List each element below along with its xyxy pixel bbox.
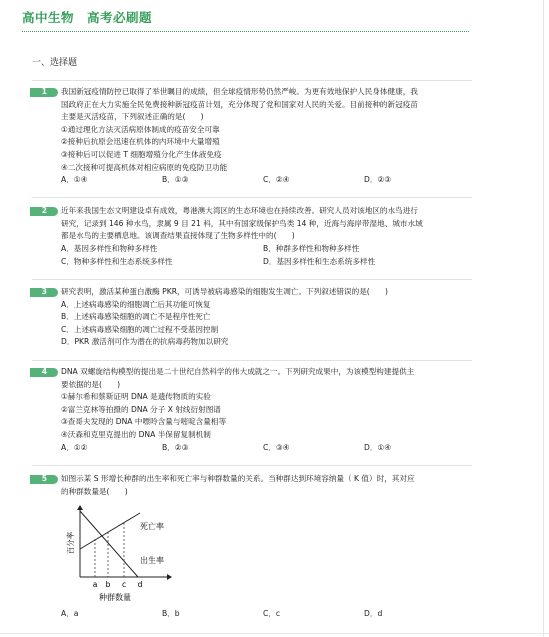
answer-options bbox=[61, 243, 470, 256]
x-axis-arrow bbox=[167, 574, 172, 580]
question-stem-line: 研究表明，激活某种蛋白激酶 PKR，可诱导被病毒感染的细胞发生凋亡。下列叙述错误的是( ) bbox=[61, 287, 388, 296]
question-divider bbox=[32, 197, 472, 198]
option-d[interactable]: D．②③ bbox=[364, 175, 392, 185]
death-rate-label: 死亡率 bbox=[140, 522, 164, 531]
question-divider bbox=[32, 279, 472, 280]
tick-c: c bbox=[121, 580, 127, 589]
option-d[interactable]: D．PKR 激活剂可作为潜在的抗病毒药物加以研究 bbox=[61, 337, 229, 347]
answer-options bbox=[61, 442, 470, 455]
statement: ③查哥夫发现的 DNA 中嘌呤含量与嘧啶含量相等 bbox=[61, 417, 227, 427]
statement: ①通过理化方法灭活病原体制成的疫苗安全可靠 bbox=[61, 124, 220, 134]
page-edge-right bbox=[543, 0, 544, 637]
question-2 bbox=[30, 205, 470, 269]
option-d[interactable]: D．d bbox=[364, 609, 383, 618]
option-d[interactable]: D．①④ bbox=[364, 442, 392, 452]
option-b[interactable]: B．b bbox=[162, 609, 180, 618]
statement: ①赫尔希和蔡斯证明 DNA 是遗传物质的实验 bbox=[61, 392, 211, 402]
option-c[interactable]: C．②④ bbox=[263, 175, 290, 185]
question-number-badge: 5 bbox=[30, 475, 58, 484]
question-stem-line: DNA 双螺旋结构模型的提出是二十世纪自然科学的伟大成就之一。下列研究成果中，为该模型构建提供主 bbox=[61, 367, 415, 376]
tick-a: a bbox=[92, 580, 98, 589]
question-number-badge: 1 bbox=[30, 88, 58, 97]
x-axis-label: 种群数量 bbox=[99, 593, 131, 602]
option-b[interactable]: B．②③ bbox=[162, 442, 189, 452]
tick-d: d bbox=[137, 580, 143, 589]
option-c[interactable]: C．物种多样性和生态系统多样性 bbox=[61, 256, 173, 266]
question-1 bbox=[30, 86, 470, 187]
option-a[interactable]: A．①④ bbox=[61, 175, 88, 185]
question-stem-line: 国政府正在大力实施全民免费接种新冠疫苗计划，充分体现了党和国家对人民的关爱。目前接种的新冠疫苗 bbox=[61, 99, 418, 109]
population-rate-figure bbox=[60, 505, 210, 605]
question-divider bbox=[32, 360, 472, 361]
question-stem-line: 要依据的是( ) bbox=[61, 379, 121, 389]
question-number-badge: 2 bbox=[30, 207, 58, 216]
question-number-badge: 3 bbox=[30, 288, 58, 297]
question-5 bbox=[30, 473, 470, 498]
option-c[interactable]: C．c bbox=[263, 609, 281, 618]
page-header bbox=[0, 0, 549, 34]
option-b[interactable]: B．种群多样性和物种多样性 bbox=[263, 243, 360, 253]
question-stem-line: 如图示某 S 形增长种群的出生率和死亡率与种群数量的关系。当种群达到环境容纳量（ K 值）时，其对应 bbox=[61, 474, 415, 483]
question-stem-line: 都是水鸟的主要栖息地。该调查结果直接体现了生物多样性中的( ) bbox=[61, 231, 295, 241]
question-stem-line: 主要是灭活疫苗，下列叙述正确的是( ) bbox=[61, 112, 204, 122]
answer-options bbox=[61, 174, 470, 187]
option-a[interactable]: A．a bbox=[61, 609, 79, 618]
y-axis-arrow bbox=[77, 505, 83, 510]
option-a[interactable]: A．基因多样性和物种多样性 bbox=[61, 243, 158, 253]
statement: ②富兰克林等拍摄的 DNA 分子 X 射线衍射图谱 bbox=[61, 404, 221, 414]
page-edge-bottom bbox=[0, 633, 549, 634]
header-title: 高中生物 高考必刷题 bbox=[22, 10, 153, 25]
question-stem-line: 的种群数量是( ) bbox=[61, 486, 128, 496]
answer-options bbox=[61, 256, 470, 269]
option-a[interactable]: A．①② bbox=[61, 442, 88, 452]
question-5-options bbox=[30, 608, 470, 621]
statement: ④二次接种可提高机体对相应病原的免疫防卫功能 bbox=[61, 162, 228, 172]
question-stem-line: 研究，记录到 146 种水鸟，隶属 9 目 21 科，其中有国家级保护鸟类 14 种，近海与海岸带湿地、城市水域 bbox=[61, 218, 423, 228]
option-a[interactable]: A．上述病毒感染的细胞凋亡后其功能可恢复 bbox=[61, 299, 211, 309]
option-c[interactable]: C．上述病毒感染细胞的凋亡过程不受基因控制 bbox=[61, 324, 219, 334]
y-axis-label: 百分率 bbox=[66, 531, 75, 555]
question-divider bbox=[32, 465, 472, 466]
statement: ④沃森和克里克提出的 DNA 半保留复制机制 bbox=[61, 429, 211, 439]
option-d[interactable]: D．基因多样性和生态系统多样性 bbox=[263, 256, 376, 266]
header-divider bbox=[22, 31, 469, 32]
tick-b: b bbox=[105, 580, 111, 589]
statement: ②接种后抗原会迅速在机体的内环境中大量增殖 bbox=[61, 137, 220, 147]
option-b[interactable]: B．①③ bbox=[162, 175, 189, 185]
option-b[interactable]: B．上述病毒感染细胞的凋亡不是程序性死亡 bbox=[61, 312, 211, 322]
question-stem-line: 近年来我国生态文明建设卓有成效，粤港澳大湾区的生态环境也在持续改善。研究人员对该地区的水鸟进行 bbox=[61, 206, 418, 215]
option-c[interactable]: C．③④ bbox=[263, 442, 290, 452]
question-divider bbox=[32, 80, 472, 81]
section-title: 一、选择题 bbox=[32, 58, 78, 68]
birth-rate-label: 出生率 bbox=[140, 556, 164, 565]
question-4 bbox=[30, 366, 470, 455]
death-rate-line bbox=[80, 513, 140, 549]
question-3 bbox=[30, 286, 470, 349]
answer-options bbox=[61, 608, 470, 621]
question-number-badge: 4 bbox=[30, 368, 58, 377]
question-stem-line: 我国新冠疫情防控已取得了举世瞩目的成绩，但全球疫情形势仍然严峻。为更有效地保护人民身体健康，我 bbox=[61, 87, 418, 96]
statement: ③接种后可以促进 T 细胞增殖分化产生体液免疫 bbox=[61, 149, 222, 159]
